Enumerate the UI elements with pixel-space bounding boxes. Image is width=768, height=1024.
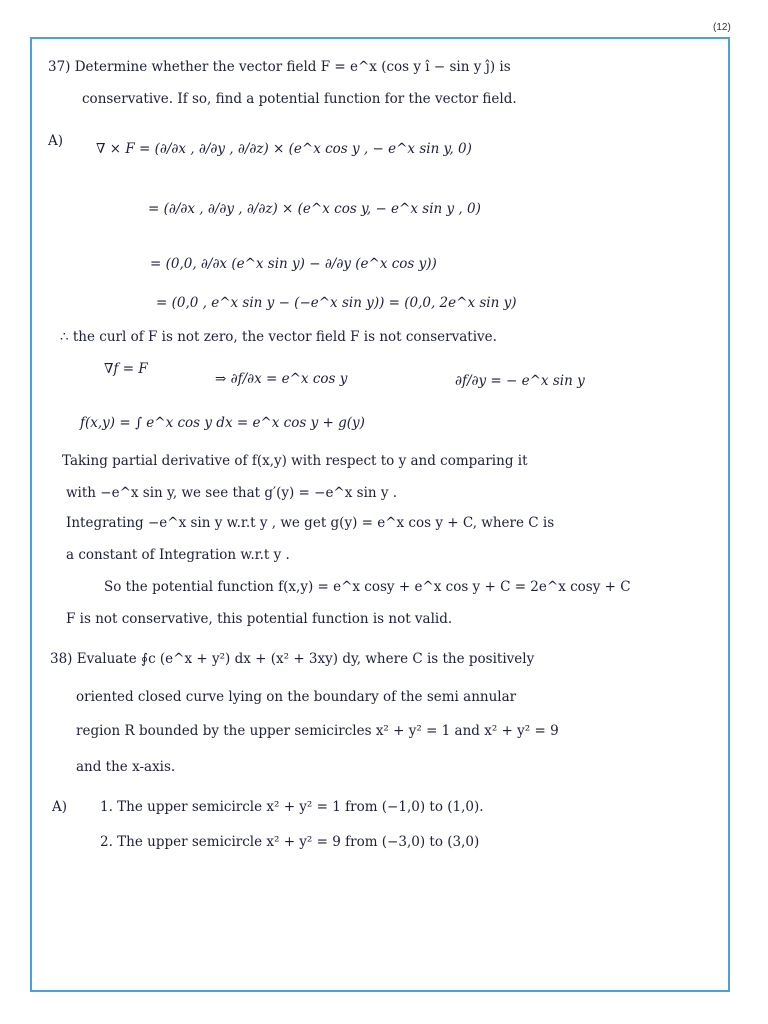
problem-38-statement-line2: oriented closed curve lying on the boundary of the semi annular (76, 689, 517, 705)
potential-function-result: So the potential function f(x,y) = e^x cosy + e^x cos y + C = 2e^x cosy + C (104, 579, 631, 595)
curl-equation-step2: = (∂/∂x , ∂/∂y , ∂/∂z) × (e^x cos y, − e^x sin y , 0) (148, 201, 481, 217)
problem-37-statement-line1: 37) Determine whether the vector field F = e^x (cos y î − sin y ĵ) is (48, 59, 511, 75)
answer-label-38: A) (52, 799, 68, 815)
gradient-equation: ∇f = F (104, 361, 148, 377)
problem-38-statement-line3: region R bounded by the upper semicircles x² + y² = 1 and x² + y² = 9 (76, 723, 559, 739)
page-number: (12) (713, 22, 731, 33)
problem-37-statement-line2: conservative. If so, find a potential function for the vector field. (82, 91, 517, 107)
explanation-line1: Taking partial derivative of f(x,y) with respect to y and comparing it (62, 453, 528, 469)
curl-equation-step3: = (0,0, ∂/∂x (e^x sin y) − ∂/∂y (e^x cos y)) (150, 256, 437, 272)
explanation-line2: with −e^x sin y, we see that g′(y) = −e^x sin y . (66, 485, 398, 501)
curl-equation-step1: ∇ × F = (∂/∂x , ∂/∂y , ∂/∂z) × (e^x cos y , − e^x sin y, 0) (96, 141, 472, 157)
explanation-line3: Integrating −e^x sin y w.r.t y , we get g(y) = e^x cos y + C, where C is (66, 515, 555, 531)
boundary-item-2: 2. The upper semicircle x² + y² = 9 from (−3,0) to (3,0) (100, 834, 480, 850)
explanation-line4: a constant of Integration w.r.t y . (66, 547, 290, 563)
partial-x-equation: ⇒ ∂f/∂x = e^x cos y (215, 371, 348, 387)
answer-label: A) (48, 133, 64, 149)
curl-conclusion: ∴ the curl of F is not zero, the vector field F is not conservative. (60, 329, 497, 345)
problem-38-statement-line1: 38) Evaluate ∮c (e^x + y²) dx + (x² + 3xy) dy, where C is the positively (50, 651, 535, 667)
problem-38-statement-line4: and the x-axis. (76, 759, 176, 775)
curl-equation-step4: = (0,0 , e^x sin y − (−e^x sin y)) = (0,0, 2e^x sin y) (156, 295, 517, 311)
integral-equation: f(x,y) = ∫ e^x cos y dx = e^x cos y + g(y) (80, 415, 365, 431)
partial-y-equation: ∂f/∂y = − e^x sin y (455, 373, 585, 389)
boundary-item-1: 1. The upper semicircle x² + y² = 1 from (−1,0) to (1,0). (100, 799, 484, 815)
potential-function-note: F is not conservative, this potential function is not valid. (66, 611, 453, 627)
